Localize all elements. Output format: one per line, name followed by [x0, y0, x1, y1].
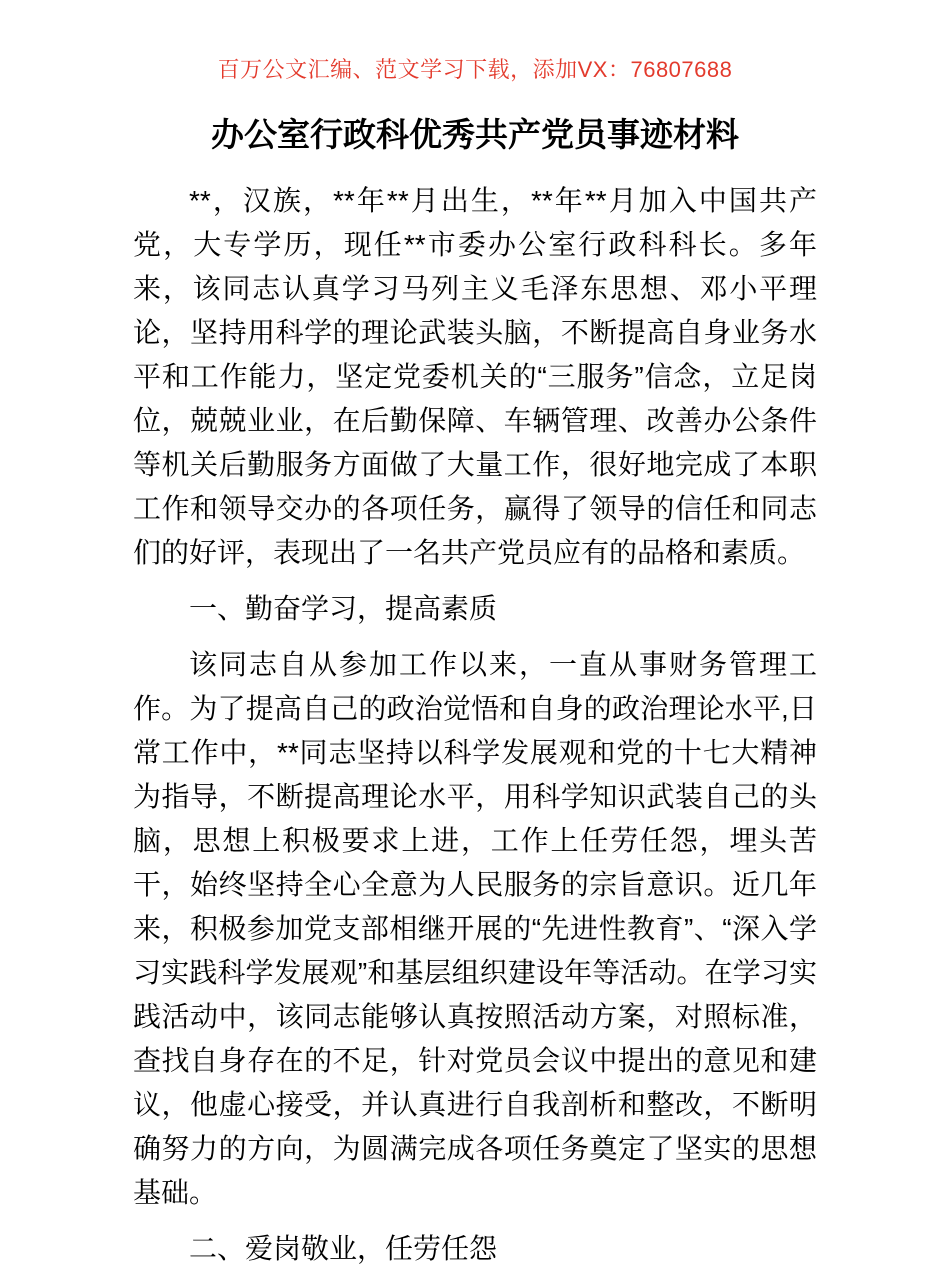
section-heading-1: 一、勤奋学习，提高素质 — [189, 593, 498, 624]
section-heading-2: 二、爱岗敬业，任劳任怨 — [189, 1233, 498, 1264]
intro-paragraph: **，汉族，**年**月出生，**年**月加入中国共产党，大专学历，现任**市委办公室行政科科长。多年来，该同志认真学习马列主义毛泽东思想、邓小平理论，坚持用科学的理论武装头脑，不断提高自身业务水平和工作能力，坚定党委机关的“三服务”信念，立足岗位，兢兢业业，在后勤保障、车辆管理、改善办公条件等机关后勤服务方面做了大量工作，很好地完成了本职工作和领导交办的各项任务，赢得了领导的信任和同志们的好评，表现出了一名共产党员应有的品格和素质。 — [133, 185, 817, 568]
document-title: 办公室行政科优秀共产党员事迹材料 — [211, 116, 739, 153]
section-1-paragraph: 该同志自从参加工作以来，一直从事财务管理工作。为了提高自己的政治觉悟和自身的政治理论水平,日常工作中，**同志坚持以科学发展观和党的十七大精神为指导，不断提高理论水平，用科学知识武装自己的头脑，思想上积极要求上进，工作上任劳任怨，埋头苦干，始终坚持全心全意为人民服务的宗旨意识。近几年来，积极参加党支部相继开展的“先进性教育”、“深入学习实践科学发展观”和基层组织建设年等活动。在学习实践活动中，该同志能够认真按照活动方案，对照标准，查找自身存在的不足，针对党员会议中提出的意见和建议，他虚心接受，并认真进行自我剖析和整改，不断明确努力的方向，为圆满完成各项任务奠定了坚实的思想基础。 — [133, 649, 817, 1208]
watermark-notice: 百万公文汇编、范文学习下载，添加VX：76807688 — [217, 57, 733, 82]
